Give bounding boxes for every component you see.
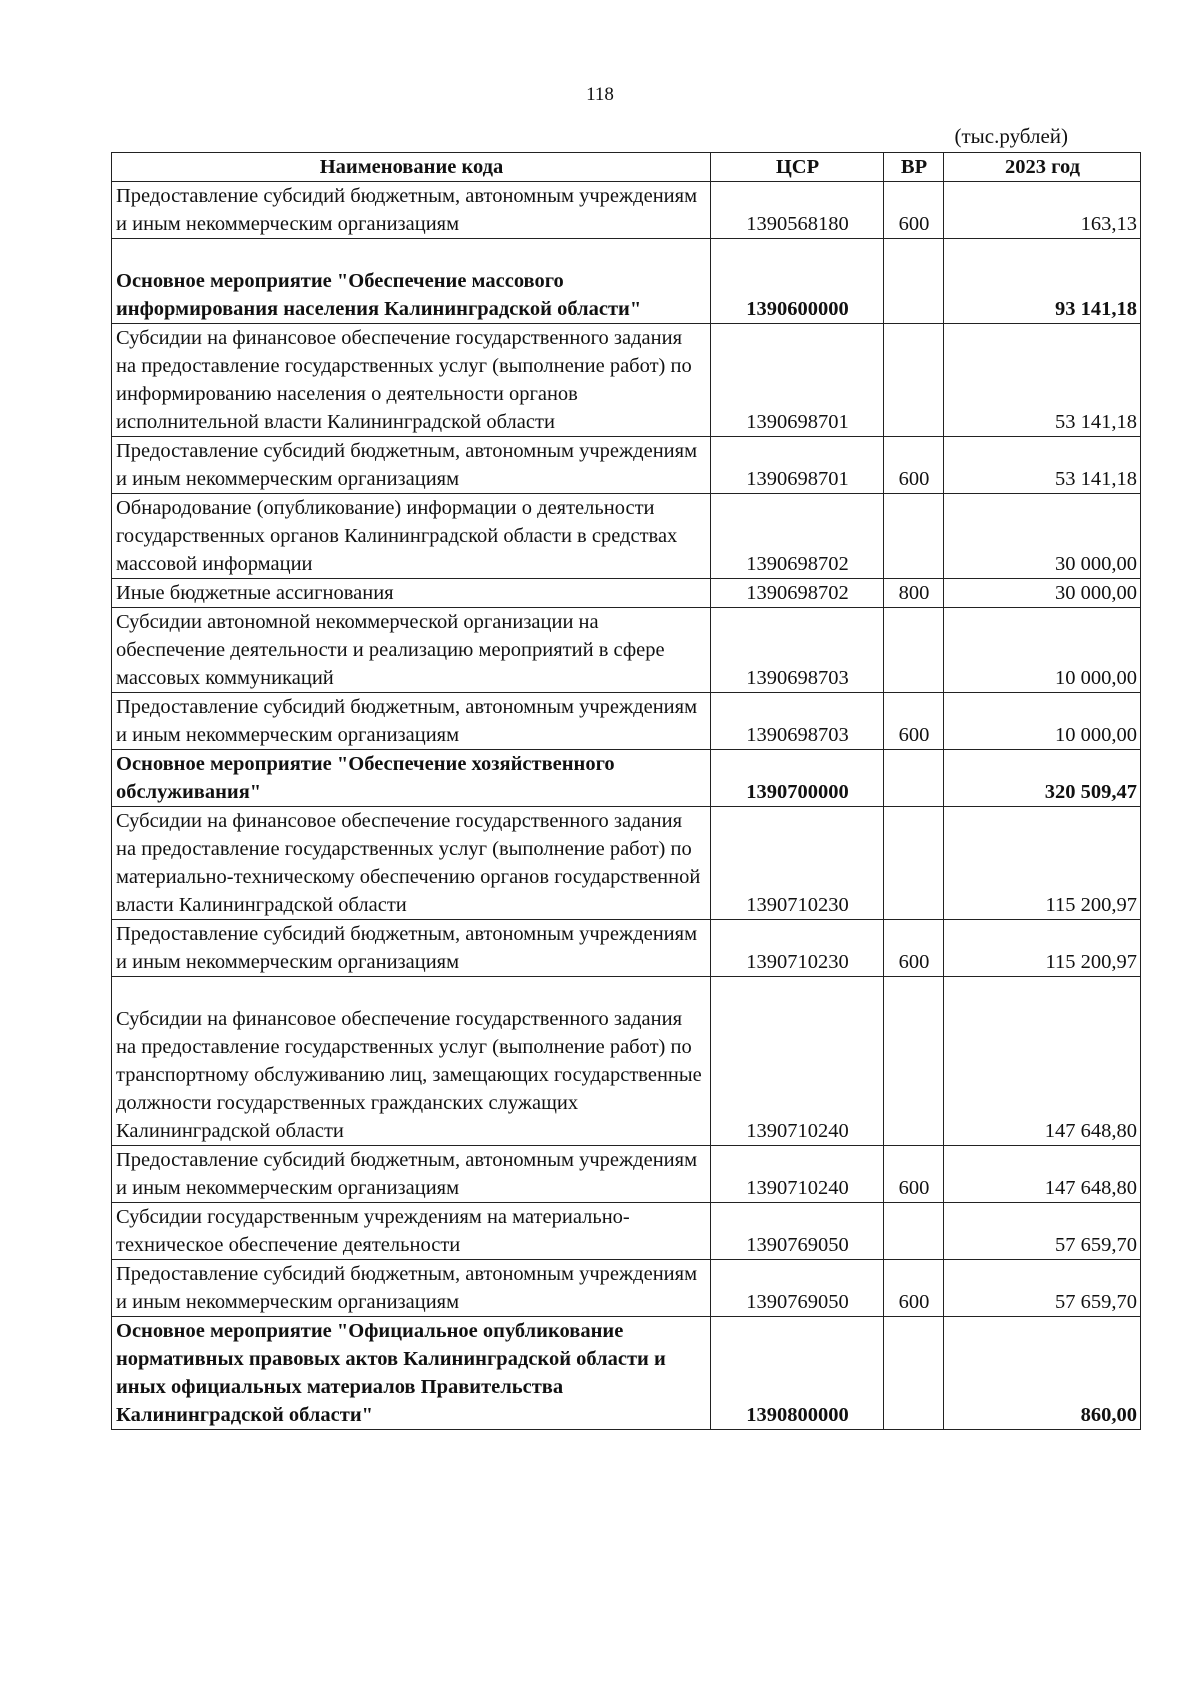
cell-vr bbox=[884, 239, 944, 324]
cell-vr bbox=[884, 324, 944, 437]
cell-name: Иные бюджетные ассигнования bbox=[112, 579, 711, 608]
table-row bbox=[112, 807, 1141, 920]
cell-vr: 600 bbox=[884, 920, 944, 977]
cell-sum: 10 000,00 bbox=[944, 693, 1141, 750]
cell-name: Обнародование (опубликование) информации о деятельности государственных органов Калининградской области в средствах массовой информации bbox=[112, 494, 711, 579]
cell-csr: 1390710240 bbox=[711, 977, 884, 1146]
header-vr: ВР bbox=[884, 153, 944, 182]
units-label: (тыс.рублей) bbox=[954, 124, 1068, 148]
cell-name: Субсидии на финансовое обеспечение государственного задания на предоставление государственных услуг (выполнение работ) по информированию населения о деятельности органов исполнительной власти Калининградской области bbox=[112, 324, 711, 437]
table-row bbox=[112, 579, 1141, 608]
cell-sum: 30 000,00 bbox=[944, 494, 1141, 579]
cell-name: Основное мероприятие "Обеспечение хозяйственного обслуживания" bbox=[112, 750, 711, 807]
table-row bbox=[112, 977, 1141, 1146]
cell-vr: 600 bbox=[884, 693, 944, 750]
cell-vr bbox=[884, 1317, 944, 1430]
cell-name: Субсидии на финансовое обеспечение государственного задания на предоставление государственных услуг (выполнение работ) по транспортному обслуживанию лиц, замещающих государственные должности государственных гражданских служащих Калининградской области bbox=[112, 977, 711, 1146]
cell-vr: 600 bbox=[884, 1260, 944, 1317]
cell-name: Основное мероприятие "Официальное опубликование нормативных правовых актов Калининградской области и иных официальных материалов Правительства Калининградской области" bbox=[112, 1317, 711, 1430]
cell-name: Субсидии автономной некоммерческой организации на обеспечение деятельности и реализацию мероприятий в сфере массовых коммуникаций bbox=[112, 608, 711, 693]
cell-sum: 320 509,47 bbox=[944, 750, 1141, 807]
cell-sum: 57 659,70 bbox=[944, 1203, 1141, 1260]
cell-csr: 1390698702 bbox=[711, 579, 884, 608]
cell-name: Предоставление субсидий бюджетным, автономным учреждениям и иным некоммерческим организациям bbox=[112, 437, 711, 494]
cell-sum: 53 141,18 bbox=[944, 324, 1141, 437]
cell-name: Основное мероприятие "Обеспечение массового информирования населения Калининградской области" bbox=[112, 239, 711, 324]
header-csr: ЦСР bbox=[711, 153, 884, 182]
table-row bbox=[112, 324, 1141, 437]
cell-vr bbox=[884, 750, 944, 807]
cell-name: Субсидии государственным учреждениям на материально-техническое обеспечение деятельности bbox=[112, 1203, 711, 1260]
cell-csr: 1390698703 bbox=[711, 693, 884, 750]
header-name: Наименование кода bbox=[112, 153, 711, 182]
cell-sum: 93 141,18 bbox=[944, 239, 1141, 324]
table-row bbox=[112, 1203, 1141, 1260]
cell-sum: 57 659,70 bbox=[944, 1260, 1141, 1317]
cell-vr: 600 bbox=[884, 437, 944, 494]
cell-name: Предоставление субсидий бюджетным, автономным учреждениям и иным некоммерческим организациям bbox=[112, 182, 711, 239]
cell-name: Предоставление субсидий бюджетным, автономным учреждениям и иным некоммерческим организациям bbox=[112, 693, 711, 750]
cell-sum: 53 141,18 bbox=[944, 437, 1141, 494]
table-row bbox=[112, 693, 1141, 750]
cell-csr: 1390698702 bbox=[711, 494, 884, 579]
cell-csr: 1390698703 bbox=[711, 608, 884, 693]
cell-sum: 147 648,80 bbox=[944, 977, 1141, 1146]
cell-csr: 1390710240 bbox=[711, 1146, 884, 1203]
table-row-section bbox=[112, 1317, 1141, 1430]
cell-vr bbox=[884, 608, 944, 693]
cell-csr: 1390769050 bbox=[711, 1203, 884, 1260]
cell-sum: 860,00 bbox=[944, 1317, 1141, 1430]
table-row-section bbox=[112, 750, 1141, 807]
cell-name: Предоставление субсидий бюджетным, автономным учреждениям и иным некоммерческим организациям bbox=[112, 1146, 711, 1203]
table-row bbox=[112, 1146, 1141, 1203]
table-row bbox=[112, 920, 1141, 977]
cell-name: Предоставление субсидий бюджетным, автономным учреждениям и иным некоммерческим организациям bbox=[112, 1260, 711, 1317]
table-row bbox=[112, 608, 1141, 693]
cell-csr: 1390600000 bbox=[711, 239, 884, 324]
cell-vr: 800 bbox=[884, 579, 944, 608]
cell-csr: 1390698701 bbox=[711, 437, 884, 494]
cell-sum: 163,13 bbox=[944, 182, 1141, 239]
cell-vr bbox=[884, 494, 944, 579]
cell-sum: 30 000,00 bbox=[944, 579, 1141, 608]
cell-csr: 1390769050 bbox=[711, 1260, 884, 1317]
cell-csr: 1390568180 bbox=[711, 182, 884, 239]
cell-sum: 10 000,00 bbox=[944, 608, 1141, 693]
cell-csr: 1390710230 bbox=[711, 807, 884, 920]
cell-name: Предоставление субсидий бюджетным, автономным учреждениям и иным некоммерческим организациям bbox=[112, 920, 711, 977]
table-row-section bbox=[112, 239, 1141, 324]
cell-vr bbox=[884, 977, 944, 1146]
cell-csr: 1390710230 bbox=[711, 920, 884, 977]
cell-vr: 600 bbox=[884, 1146, 944, 1203]
table-header-row bbox=[112, 153, 1141, 182]
cell-vr: 600 bbox=[884, 182, 944, 239]
header-sum: 2023 год bbox=[944, 153, 1141, 182]
budget-table bbox=[111, 152, 1141, 1430]
cell-sum: 115 200,97 bbox=[944, 807, 1141, 920]
table-row bbox=[112, 1260, 1141, 1317]
cell-vr bbox=[884, 807, 944, 920]
cell-csr: 1390700000 bbox=[711, 750, 884, 807]
cell-vr bbox=[884, 1203, 944, 1260]
cell-sum: 147 648,80 bbox=[944, 1146, 1141, 1203]
page-number: 118 bbox=[586, 84, 614, 105]
cell-csr: 1390698701 bbox=[711, 324, 884, 437]
cell-sum: 115 200,97 bbox=[944, 920, 1141, 977]
table-row bbox=[112, 437, 1141, 494]
cell-name: Субсидии на финансовое обеспечение государственного задания на предоставление государственных услуг (выполнение работ) по материально-техническому обеспечению органов государственной власти Калининградской области bbox=[112, 807, 711, 920]
table-row bbox=[112, 494, 1141, 579]
cell-csr: 1390800000 bbox=[711, 1317, 884, 1430]
table-row bbox=[112, 182, 1141, 239]
